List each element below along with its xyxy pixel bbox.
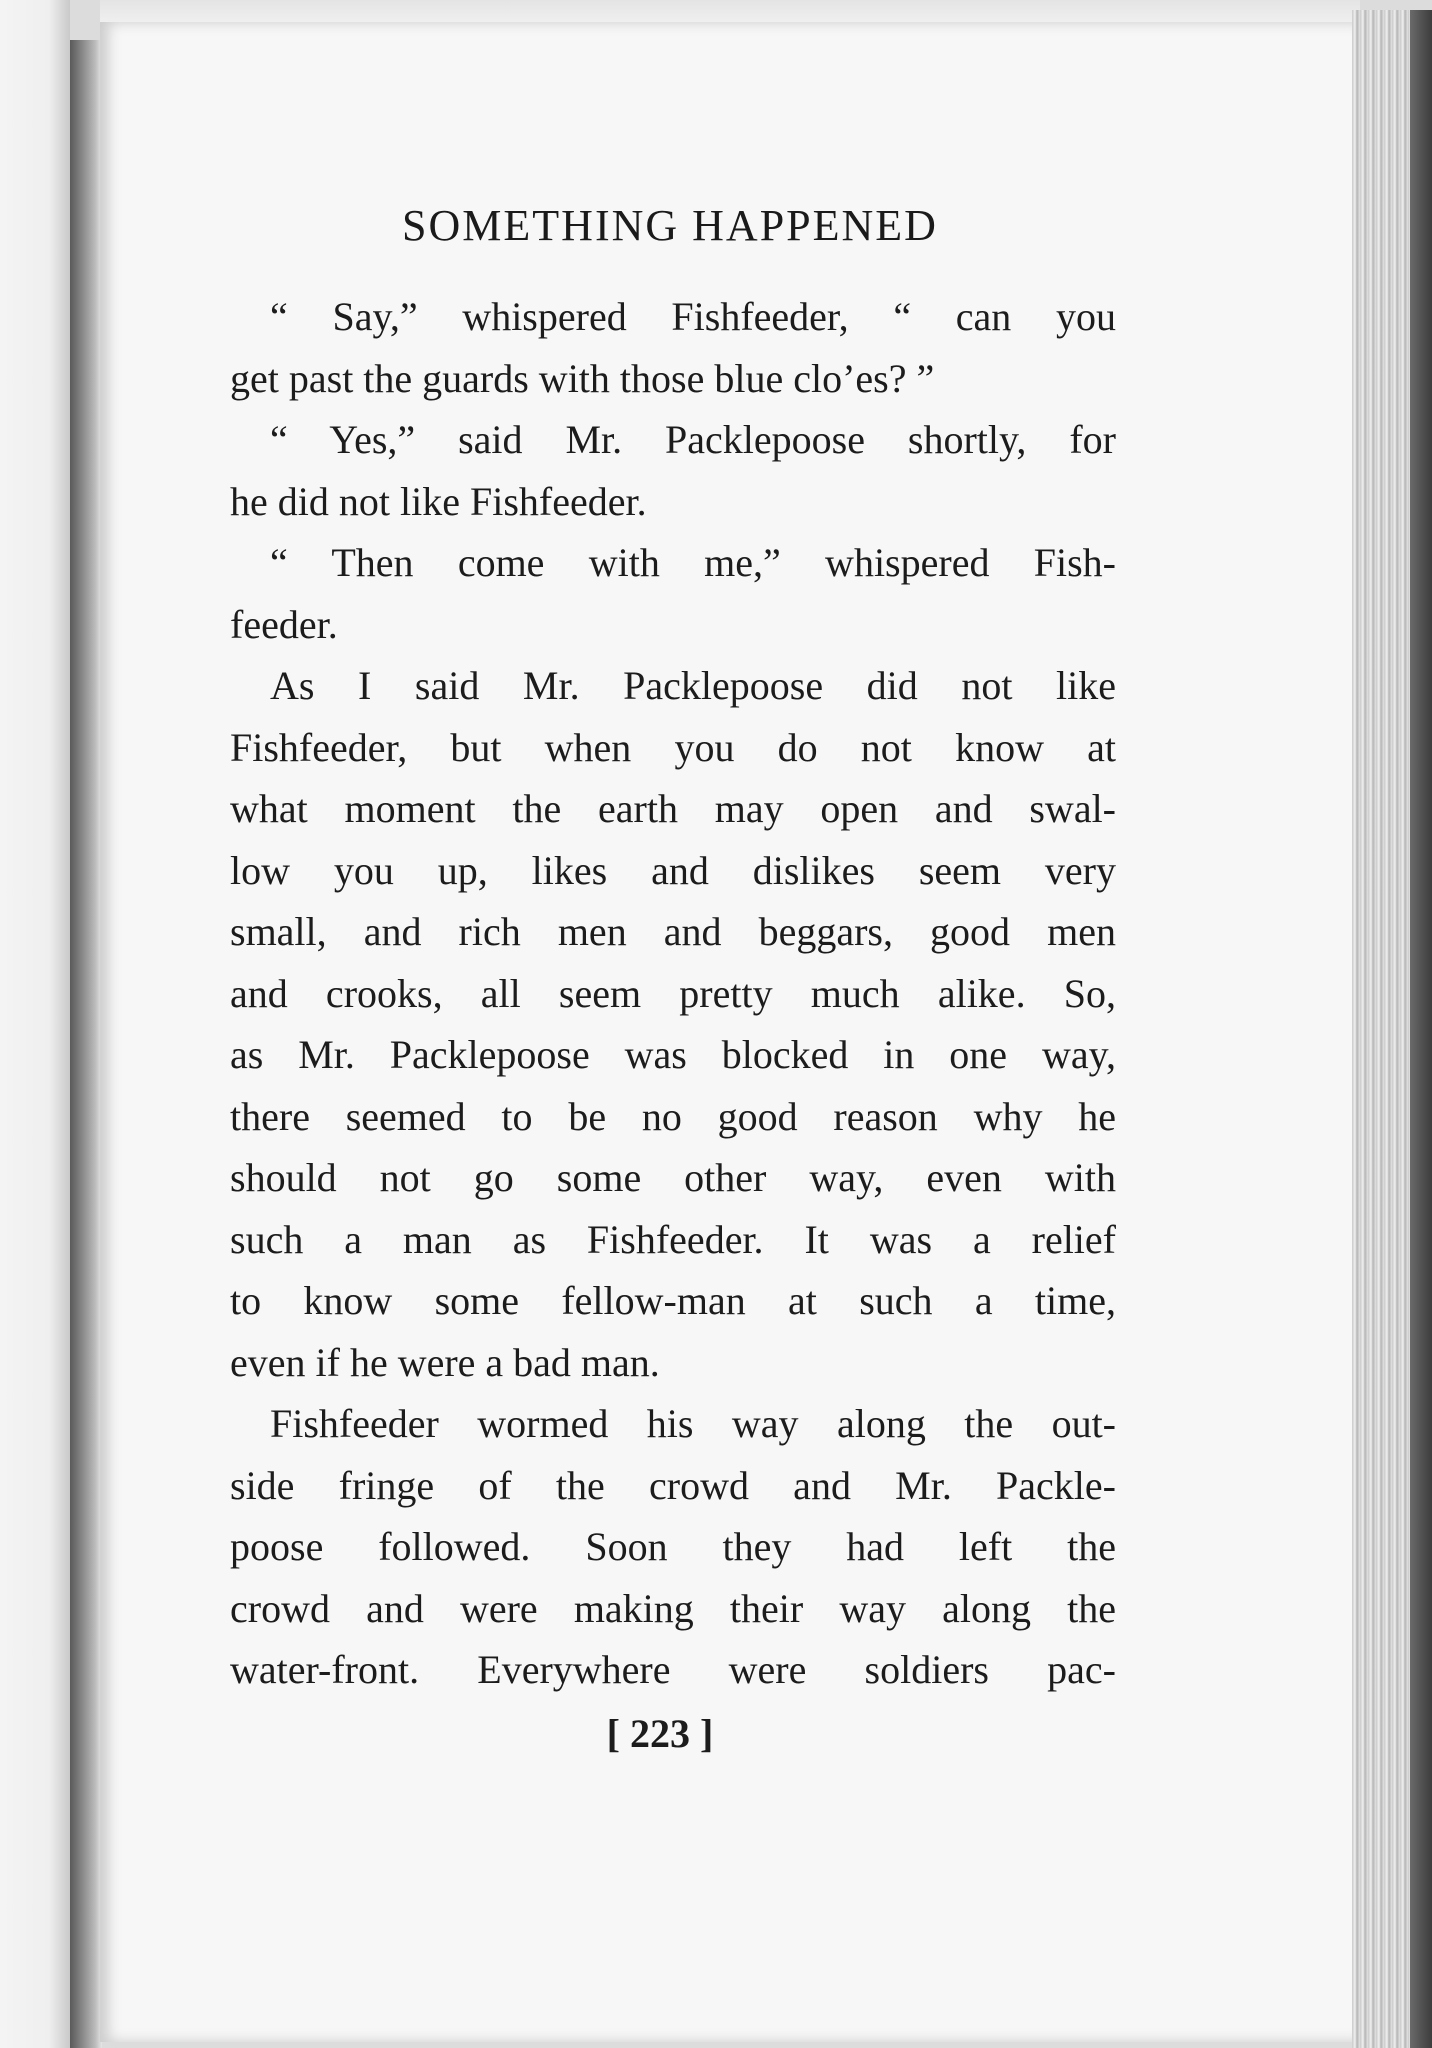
text-line: “ Then come with me,” whispered Fish- (270, 540, 1116, 585)
text-line: should not go some other way, even with (230, 1155, 1116, 1200)
text-line: side fringe of the crowd and Mr. Packle- (230, 1462, 1116, 1508)
paragraph (230, 532, 1116, 655)
text-line: he did not like Fishfeeder. (230, 478, 647, 524)
text-line: what moment the earth may open and swal- (230, 786, 1116, 831)
text-line: low you up, likes and dislikes seem very (230, 847, 1116, 893)
paragraph (230, 1393, 1116, 1701)
text-line: to know some fellow-man at such a time, (230, 1278, 1116, 1323)
text-line: poose followed. Soon they had left the (230, 1524, 1116, 1569)
text-line: crowd and were making their way along the (230, 1585, 1116, 1631)
text-line: there seemed to be no good reason why he (230, 1093, 1116, 1139)
text-line: even if he were a bad man. (230, 1339, 660, 1385)
text-line: Fishfeeder, but when you do not know at (230, 724, 1116, 770)
text-line: feeder. (230, 601, 338, 647)
text-line: such a man as Fishfeeder. It was a relief (230, 1216, 1116, 1262)
text-line: “ Yes,” said Mr. Packlepoose shortly, for (270, 417, 1116, 462)
text-line: get past the guards with those blue clo’es? ” (230, 355, 935, 401)
text-line: water-front. Everywhere were soldiers pac- (230, 1647, 1116, 1692)
text-line: as Mr. Packlepoose was blocked in one way, (230, 1032, 1116, 1077)
text-line: and crooks, all seem pretty much alike. So, (230, 970, 1116, 1016)
paragraph (230, 286, 1116, 409)
paragraph (230, 655, 1116, 1393)
text-line: “ Say,” whispered Fishfeeder, “ can you (270, 294, 1116, 339)
facing-page-edge (0, 0, 70, 2048)
text-line: Fishfeeder wormed his way along the out- (270, 1401, 1116, 1446)
body-text (230, 286, 1116, 1701)
text-line: As I said Mr. Packlepoose did not like (270, 663, 1116, 708)
paragraph (230, 409, 1116, 532)
book-gutter (70, 40, 102, 2048)
page-number: [ 223 ] (606, 1711, 714, 1756)
page-block-edge (1352, 10, 1432, 2048)
running-head: SOMETHING HAPPENED (402, 201, 938, 250)
text-line: small, and rich men and beggars, good men (230, 909, 1116, 954)
